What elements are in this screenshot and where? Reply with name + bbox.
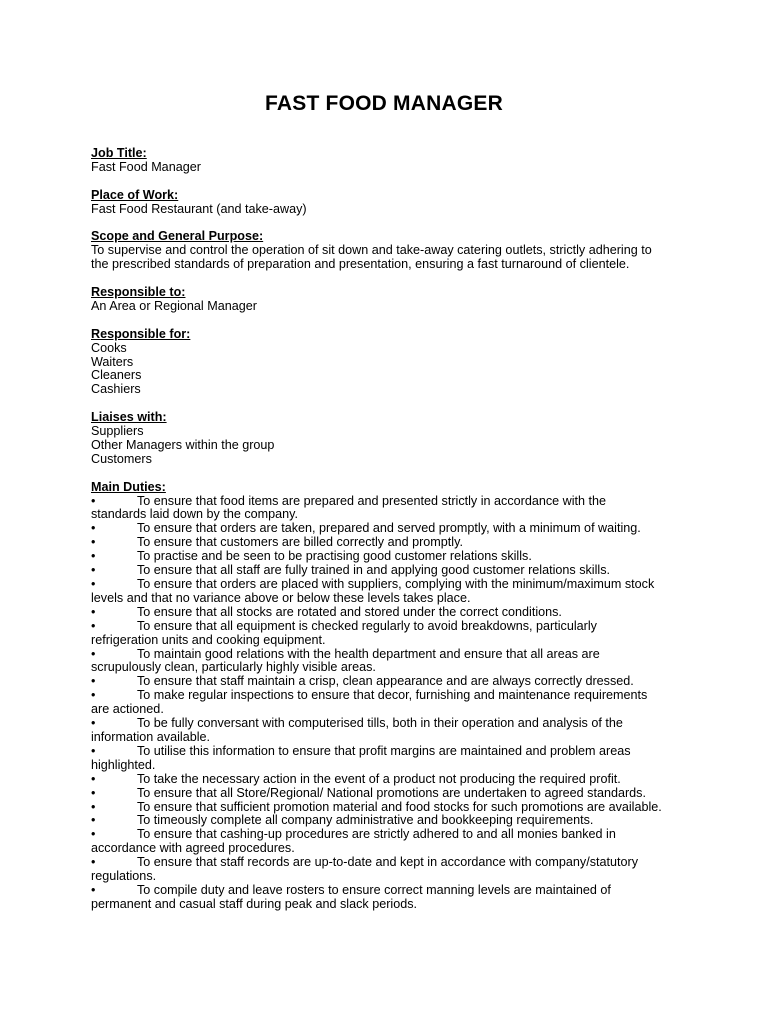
section-heading: Main Duties: (91, 479, 166, 494)
duty-item (91, 578, 686, 606)
duty-item (91, 814, 686, 828)
duty-line (91, 592, 686, 606)
duty-line (91, 661, 686, 675)
duty-text: information available. (91, 729, 211, 744)
section-responsible-to (91, 286, 686, 314)
bullet-icon: • (91, 827, 96, 842)
list-item: Cooks (91, 340, 127, 355)
bullet-icon: • (91, 785, 96, 800)
duty-item (91, 787, 686, 801)
duty-line (91, 606, 686, 620)
duty-text: standards laid down by the company. (91, 507, 298, 522)
list-item: Waiters (91, 354, 134, 369)
section-heading: Liaises with: (91, 410, 167, 425)
duty-line (91, 801, 686, 815)
bullet-icon: • (91, 563, 96, 578)
duty-line (91, 745, 686, 759)
duty-item (91, 689, 686, 717)
duty-text: To ensure that staff maintain a crisp, clean appearance and are always correctly dressed. (137, 674, 634, 689)
section-value: Fast Food Restaurant (and take-away) (91, 201, 307, 216)
duty-line (91, 773, 686, 787)
duty-text: To ensure that all stocks are rotated and stored under the correct conditions. (137, 604, 562, 619)
duties-list (91, 495, 686, 912)
duty-line (91, 536, 686, 550)
section-value: Fast Food Manager (91, 159, 201, 174)
bullet-icon: • (91, 743, 96, 758)
duty-line (91, 828, 686, 842)
section-job-title (91, 147, 686, 175)
duty-line (91, 870, 686, 884)
duty-item (91, 564, 686, 578)
section-heading: Place of Work: (91, 187, 179, 202)
duty-text: To ensure that staff records are up-to-date and kept in accordance with company/statutory (137, 855, 638, 870)
bullet-icon: • (91, 604, 96, 619)
duty-line (91, 717, 686, 731)
duty-line (91, 648, 686, 662)
duty-item (91, 550, 686, 564)
section-heading: Job Title: (91, 146, 147, 160)
duty-line (91, 731, 686, 745)
section-scope (91, 230, 686, 272)
bullet-icon: • (91, 813, 96, 828)
bullet-icon: • (91, 771, 96, 786)
section-place-of-work (91, 189, 686, 217)
duty-line (91, 550, 686, 564)
duty-text: To ensure that sufficient promotion material and food stocks for such promotions are available. (137, 799, 662, 814)
duty-text: To ensure that all staff are fully trained in and applying good customer relations skills. (137, 563, 610, 578)
section-liaises-with (91, 411, 686, 467)
duty-line (91, 884, 686, 898)
list-item: Cleaners (91, 368, 142, 383)
duty-item (91, 606, 686, 620)
bullet-icon: • (91, 521, 96, 536)
duty-line (91, 675, 686, 689)
duty-line (91, 814, 686, 828)
duty-item (91, 801, 686, 815)
duty-item (91, 717, 686, 745)
duty-line (91, 522, 686, 536)
duty-text: To maintain good relations with the health department and ensure that all areas are (137, 646, 600, 661)
section-heading: Responsible to: (91, 285, 186, 300)
duty-text: To ensure that all Store/Regional/ National promotions are undertaken to agreed standards. (137, 785, 646, 800)
section-value: An Area or Regional Manager (91, 298, 257, 313)
duty-item (91, 856, 686, 884)
duty-text: scrupulously clean, particularly highly visible areas. (91, 660, 376, 675)
duty-text: regulations. (91, 869, 157, 884)
bullet-icon: • (91, 493, 96, 508)
duty-text: To compile duty and leave rosters to ensure correct manning levels are maintained of (137, 882, 611, 897)
duty-line (91, 508, 686, 522)
duty-item (91, 884, 686, 912)
duty-text: refrigeration units and cooking equipment. (91, 632, 326, 647)
duty-text: To ensure that food items are prepared and presented strictly in accordance with the (137, 493, 607, 508)
duty-line (91, 842, 686, 856)
list-item: Other Managers within the group (91, 437, 275, 452)
duty-line (91, 898, 686, 912)
duty-item (91, 675, 686, 689)
bullet-icon: • (91, 688, 96, 703)
duty-line (91, 856, 686, 870)
duty-text: To utilise this information to ensure that profit margins are maintained and problem areas (137, 743, 631, 758)
duty-line (91, 759, 686, 773)
bullet-icon: • (91, 882, 96, 897)
duty-text: To ensure that customers are billed correctly and promptly. (137, 535, 463, 550)
duty-item (91, 620, 686, 648)
scope-line: To supervise and control the operation of sit down and take-away catering outlets, strictly adhering to (91, 243, 652, 258)
duty-text: permanent and casual staff during peak and slack periods. (91, 896, 418, 911)
duty-text: To ensure that orders are taken, prepared and served promptly, with a minimum of waiting. (137, 521, 641, 536)
duty-text: To be fully conversant with computerised tills, both in their operation and analysis of the (137, 716, 623, 731)
duty-text: highlighted. (91, 757, 156, 772)
bullet-icon: • (91, 618, 96, 633)
page-title: FAST FOOD MANAGER (265, 92, 503, 115)
bullet-icon: • (91, 549, 96, 564)
document-body (91, 147, 686, 926)
duty-line (91, 620, 686, 634)
bullet-icon: • (91, 535, 96, 550)
bullet-icon: • (91, 716, 96, 731)
duty-item (91, 648, 686, 676)
duty-text: To ensure that cashing-up procedures are strictly adhered to and all monies banked in (137, 827, 616, 842)
duty-text: To make regular inspections to ensure that decor, furnishing and maintenance requirements (137, 688, 648, 703)
duty-item (91, 536, 686, 550)
duty-text: To ensure that orders are placed with suppliers, complying with the minimum/maximum stock (137, 577, 655, 591)
duty-item (91, 745, 686, 773)
duty-item (91, 522, 686, 536)
duty-text: To take the necessary action in the event of a product not producing the required profit. (137, 771, 621, 786)
bullet-icon: • (91, 855, 96, 870)
list-item: Suppliers (91, 424, 144, 439)
duty-line (91, 495, 686, 509)
list-item: Customers (91, 451, 152, 466)
section-main-duties (91, 481, 686, 912)
bullet-icon: • (91, 577, 96, 591)
duty-item (91, 773, 686, 787)
scope-line: the prescribed standards of preparation and presentation, ensuring a fast turnaround of clientele. (91, 257, 630, 272)
duty-line (91, 634, 686, 648)
section-heading: Scope and General Purpose: (91, 229, 264, 244)
duty-line (91, 564, 686, 578)
duty-line (91, 703, 686, 717)
duty-line (91, 689, 686, 703)
list-item: Cashiers (91, 382, 141, 397)
duty-text: are actioned. (91, 702, 164, 717)
duty-line (91, 578, 686, 592)
duty-line (91, 787, 686, 801)
duty-text: To timeously complete all company administrative and bookkeeping requirements. (137, 813, 594, 828)
duty-text: To ensure that all equipment is checked regularly to avoid breakdowns, particularly (137, 618, 597, 633)
bullet-icon: • (91, 646, 96, 661)
duty-text: levels and that no variance above or below these levels takes place. (91, 590, 471, 605)
duty-text: accordance with agreed procedures. (91, 841, 295, 856)
section-heading: Responsible for: (91, 326, 191, 341)
duty-item (91, 495, 686, 523)
duty-item (91, 828, 686, 856)
bullet-icon: • (91, 674, 96, 689)
section-responsible-for (91, 328, 686, 398)
bullet-icon: • (91, 799, 96, 814)
duty-text: To practise and be seen to be practising good customer relations skills. (137, 549, 532, 564)
